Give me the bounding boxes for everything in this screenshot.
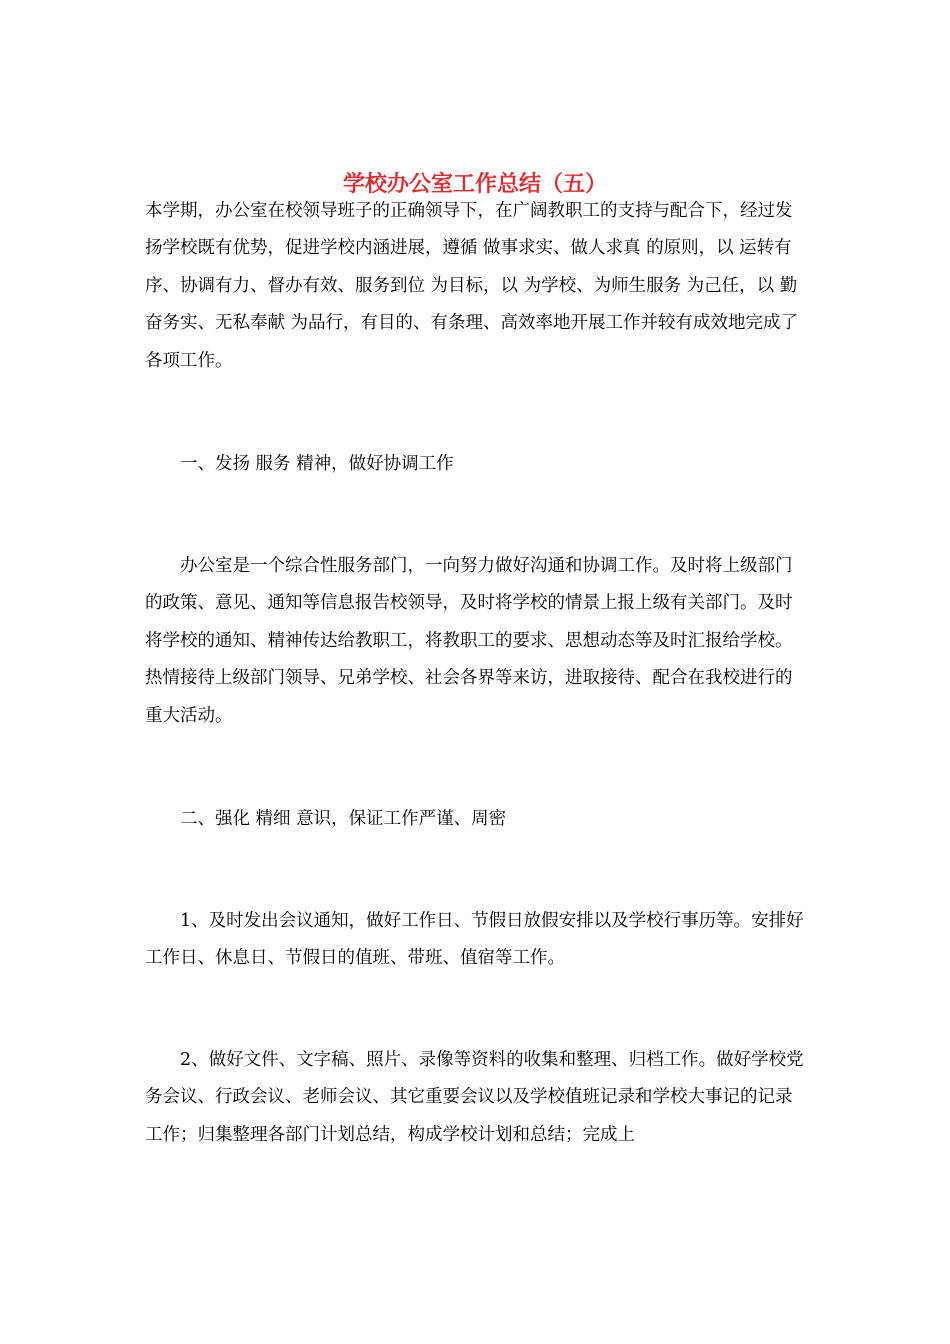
- document-title: 学校办公室工作总结（五）: [342, 170, 607, 197]
- section-1-paragraph: 办公室是一个综合性服务部门，一向努力做好沟通和协调工作。及时将上级部门的政策、意见、通知等信息报告校领导，及时将学校的情景上报上级有关部门。及时将学校的通知、精神传达给教职工，将教职工的要求、思想动态等及时汇报给学校。热情接待上级部门领导、兄弟学校、社会各界等来访，进取接待、配合在我校进行的重大活动。: [145, 556, 793, 726]
- list-item-1: 1、及时发出会议通知，做好工作日、节假日放假安排以及学校行事历等。安排好工作日、休息日、节假日的值班、带班、值宿等工作。: [145, 911, 804, 969]
- section-2-heading: 二、强化 精细 意识，保证工作严谨、周密: [180, 809, 507, 829]
- section-1-heading: 一、发扬 服务 精神，做好协调工作: [180, 454, 454, 474]
- list-item-2: 2、做好文件、文字稿、照片、录像等资料的收集和整理、归档工作。做好学校党务会议、行政会议、老师会议、其它重要会议以及学校值班记录和学校大事记的记录工作；归集整理各部门计划总结，构成学校计划和总结；完成上: [145, 1050, 804, 1145]
- intro-paragraph: 本学期，办公室在校领导班子的正确领导下，在广阔教职工的支持与配合下，经过发扬学校既有优势，促进学校内涵进展，遵循 做事求实、做人求真 的原则，以 运转有序、协调有力、督办有效、服务到位 为目标，以 为学校、为师生服务 为己任，以 勤奋务实、无私奉献 为品行，有目的、有条理、高效率地开展工作并较有成效地完成了各项工作。: [145, 201, 799, 371]
